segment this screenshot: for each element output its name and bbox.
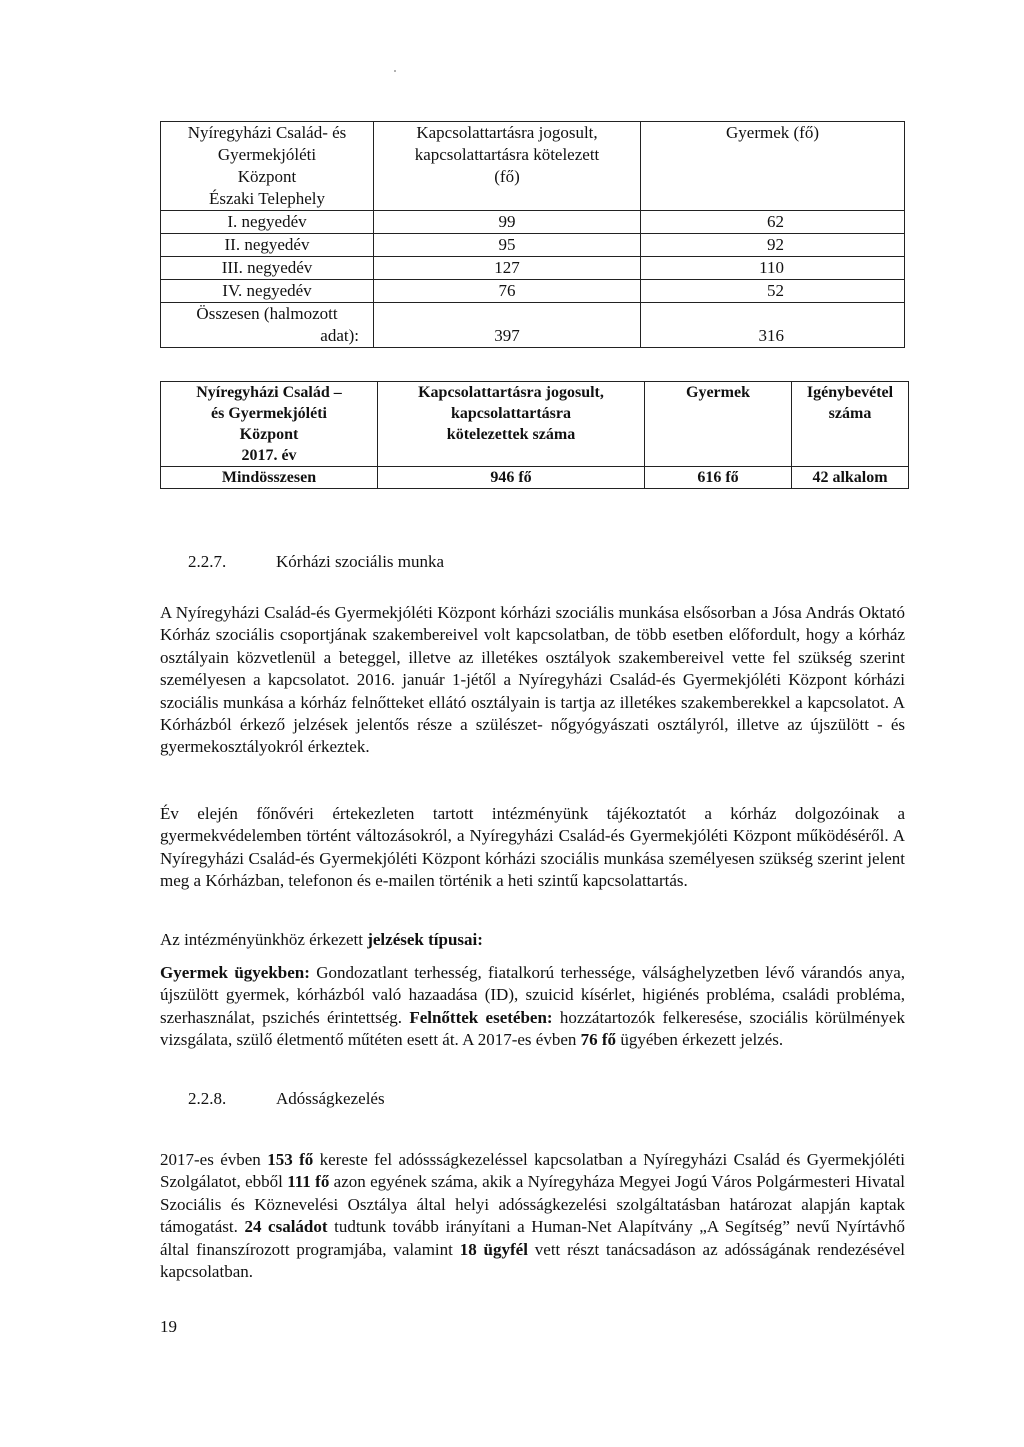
table-row <box>161 280 905 303</box>
total-contact-count: 397 <box>374 303 641 348</box>
table-header-cell: Kapcsolattartásra jogosult, kapcsolattartásra kötelezett (fő) <box>374 122 641 211</box>
total-label: Összesen (halmozott adat): <box>161 303 374 348</box>
paragraph-signal-types-intro: Az intézményünkhöz érkezett jelzések típusai: <box>160 930 483 949</box>
table-row <box>161 257 905 280</box>
total-child-count: 616 fő <box>645 467 792 489</box>
total-usage-count: 42 alkalom <box>792 467 909 489</box>
table-header-cell: Igénybevétel száma <box>792 382 909 467</box>
section-title: Kórházi szociális munka <box>276 552 445 571</box>
section-number: 2.2.7. <box>188 552 227 571</box>
child-count: 92 <box>641 234 905 257</box>
contact-count: 95 <box>374 234 641 257</box>
section-heading-227 <box>188 551 444 573</box>
quarter-label: IV. negyedév <box>161 280 374 303</box>
table-header-row <box>161 382 909 467</box>
table-header-row <box>161 122 905 211</box>
yearly-summary-table <box>160 381 909 489</box>
section-number: 2.2.8. <box>188 1089 227 1108</box>
table-row <box>161 234 905 257</box>
table-header-cell: Gyermek <box>645 382 792 467</box>
contact-count: 99 <box>374 211 641 234</box>
table-header-cell: Kapcsolattartásra jogosult, kapcsolattartásra kötelezettek száma <box>378 382 645 467</box>
page-number: 19 <box>160 1317 177 1336</box>
table-header-cell: Nyíregyházi Család- és Gyermekjóléti Központ Északi Telephely <box>161 122 374 211</box>
quarter-label: I. negyedév <box>161 211 374 234</box>
scan-speck <box>394 70 396 72</box>
total-child-count: 316 <box>641 303 905 348</box>
paragraph-debt-management: 2017-es évben 153 fő kereste fel adóssságkezeléssel kapcsolatban a Nyíregyházi Család és Gyermekjóléti Szolgálatot, ebből 111 fő azon egyének száma, akik a Nyíregyháza Megyei Jogú Város Polgármesteri Hivatal Szociális és Köznevelési Osztálya által helyi adósságkezelési szolgáltatásban határozat alapján kaptak támogatást. 24 családot tudtunk tovább irányítani a Human-Net Alapítvány „A Segítség” nevű Nyírtávhő által finanszírozott programjába, valamint 18 ügyfél vett részt tanácsadáson az adósságának rendezésével kapcsolatban. <box>160 1150 906 1282</box>
table-header-cell: Nyíregyházi Család – és Gyermekjóléti Központ 2017. év <box>161 382 378 467</box>
contact-count: 76 <box>374 280 641 303</box>
table-header-cell: Gyermek (fő) <box>641 122 905 211</box>
contact-count: 127 <box>374 257 641 280</box>
section-heading-228 <box>188 1088 385 1110</box>
paragraph-signal-types: Gyermek ügyekben: Gondozatlant terhesség, fiatalkorú terhessége, válsághelyzetben lévő várandós anya, újszülött gyermek, kórházból való hazaadása (ID), szuicid kísérlet, higiénés probléma, családi probléma, szerhasználat, pszichés érintettség. Felnőttek esetében: hozzátartozók felkeresése, szociális körülmények vizsgálata, szülő életmentő műtéten esett át. A 2017-es évben 76 fő ügyében érkezett jelzés. <box>160 963 906 1050</box>
quarter-label: III. negyedév <box>161 257 374 280</box>
child-count: 110 <box>641 257 905 280</box>
section-title: Adósságkezelés <box>276 1089 385 1108</box>
table-total-row <box>161 467 909 489</box>
paragraph-hospital-meetings: Év elején főnővéri értekezleten tartott intézményünk tájékoztatót a kórház dolgozóinak a gyermekvédelemben történt változásokról, a Nyíregyházi Család-és Gyermekjóléti Központ működéséről. A Nyíregyházi Család-és Gyermekjóléti Központ kórházi szociális munkása személyesen szükség szerint jelent meg a Kórházban, telefonon és e-mailen történik a heti szintű kapcsolattartás. <box>160 804 905 891</box>
quarter-label: II. negyedév <box>161 234 374 257</box>
total-label: Mindösszesen <box>161 467 378 489</box>
child-count: 62 <box>641 211 905 234</box>
table-total-row <box>161 303 905 348</box>
quarterly-contact-table <box>160 121 905 348</box>
total-contact-count: 946 fő <box>378 467 645 489</box>
child-count: 52 <box>641 280 905 303</box>
table-row <box>161 211 905 234</box>
paragraph-hospital-social-work: A Nyíregyházi Család-és Gyermekjóléti Központ kórházi szociális munkása elsősorban a Jósa András Oktató Kórház szociális csoportjának szakembereivel volt kapcsolatban, de több esetben előfordult, hogy a kórház osztályain közvetlenül a beteggel, illetve az illetékes osztályok szakembereivel vette fel szükség szerint személyesen a kapcsolatot. 2016. január 1-jétől a Nyíregyházi Család-és Gyermekjóléti Központ kórházi szociális munkása a kórház felnőtteket ellátó osztályain is tartja az illetékes szakemberekkel a kapcsolatot. A Kórházból érkező jelzések jelentős része a szülészet- nőgyógyászati osztályról, illetve az újszülött - és gyermekosztályokról érkeztek. <box>160 603 905 757</box>
